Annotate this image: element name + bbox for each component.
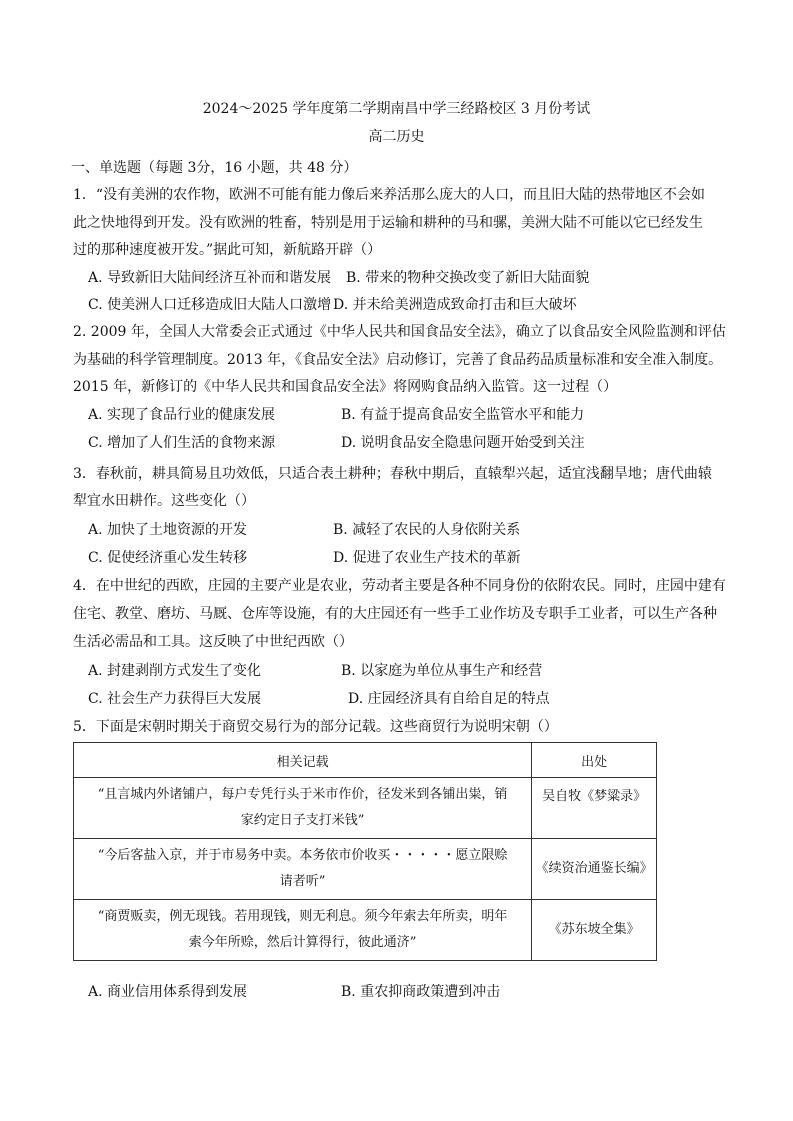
option-d: D. 说明食品安全隐患问题开始受到关注 bbox=[341, 435, 585, 451]
source-cell: 吴自牧《梦粱录》 bbox=[532, 778, 657, 839]
option-d: D. 促进了农业生产技术的革新 bbox=[333, 550, 521, 566]
header-source: 出处 bbox=[532, 743, 657, 778]
question-text: 2015 年，新修订的《中华人民共和国食品安全法》将网购食品纳入监管。这一过程（） bbox=[73, 379, 618, 395]
record-line: “今后客盐入京，并于市易务中卖。本务依市价收买・・・・・愿立限赊 bbox=[97, 848, 508, 863]
record-cell bbox=[74, 778, 532, 839]
option-c: C. 增加了人们生活的食物来源 bbox=[88, 435, 276, 451]
record-cell bbox=[74, 839, 532, 900]
option-d: D. 并未给美洲造成致命打击和巨大破坏 bbox=[333, 297, 577, 313]
question-text: 此之快地得到开发。没有欧洲的牲畜，特别是用于运输和耕种的马和骡，美洲大陆不可能以它已经发生 bbox=[73, 215, 703, 231]
header-record: 相关记载 bbox=[74, 743, 532, 778]
source-cell: 《苏东坡全集》 bbox=[532, 900, 657, 961]
option-a: A. 加快了土地资源的开发 bbox=[88, 522, 248, 538]
exam-title: 2024～2025 学年度第二学期南昌中学三经路校区 3 月份考试 bbox=[202, 101, 591, 117]
question-text: 犁宜水田耕作。这些变化（） bbox=[73, 493, 255, 509]
table-row bbox=[74, 778, 657, 839]
exam-subject: 高二历史 bbox=[368, 129, 425, 145]
records-table bbox=[73, 742, 657, 961]
question-text: 过的那种速度被开发。”据此可知，新航路开辟（） bbox=[73, 242, 382, 258]
option-a: A. 商业信用体系得到发展 bbox=[88, 984, 248, 1000]
question-text: 为基础的科学管理制度。2013 年，《食品安全法》启动修订，完善了食品药品质量标准和安全准入制度。 bbox=[73, 352, 723, 368]
question-text: 2. 2009 年，全国人大常委会正式通过《中华人民共和国食品安全法》，确立了以食品安全风险监测和评估 bbox=[73, 324, 726, 340]
question-text: 3．春秋前，耕具简易且功效低，只适合表土耕种；春秋中期后，直辕犁兴起，适宜浅翻旱地；唐代曲辕 bbox=[73, 466, 712, 482]
option-b: B. 减轻了农民的人身依附关系 bbox=[333, 522, 521, 538]
source-cell: 《续资治通鉴长编》 bbox=[532, 839, 657, 900]
question-text: 5．下面是宋朝时期关于商贸交易行为的部分记载。这些商贸行为说明宋朝（） bbox=[73, 719, 558, 735]
table-header-row bbox=[74, 743, 657, 778]
option-d: D. 庄园经济具有自给自足的特点 bbox=[348, 691, 550, 707]
option-b: B. 有益于提高食品安全监管水平和能力 bbox=[341, 407, 585, 423]
record-cell bbox=[74, 900, 532, 961]
question-text: 住宅、教堂、磨坊、马厩、仓库等设施，有的大庄园还有一些手工业作坊及专职手工业者，可以生产各种 bbox=[73, 606, 717, 622]
option-a: A. 实现了食品行业的健康发展 bbox=[88, 407, 276, 423]
table-row bbox=[74, 900, 657, 961]
question-text: 1．“没有美洲的农作物，欧洲不可能有能力像后来养活那么庞大的人口，而且旧大陆的热带地区不会如 bbox=[73, 187, 706, 203]
option-a: A. 封建剥削方式发生了变化 bbox=[88, 663, 262, 679]
option-b: B. 重农抑商政策遭到冲击 bbox=[341, 984, 501, 1000]
record-line: 索今年所赊，然后计算得行，彼此通济” bbox=[188, 935, 417, 950]
option-a: A. 导致新旧大陆间经济互补而和谐发展 bbox=[88, 270, 332, 286]
section-heading: 一、单选题（每题 3分，16 小题，共 48 分） bbox=[71, 160, 358, 176]
option-b: B. 带来的物种交换改变了新旧大陆面貌 bbox=[346, 270, 590, 286]
option-c: C. 促使经济重心发生转移 bbox=[88, 550, 248, 566]
option-b: B. 以家庭为单位从事生产和经营 bbox=[341, 663, 543, 679]
record-line: “且言城内外诸铺户，每户专凭行头于米市作价，径发米到各铺出粜，销 bbox=[97, 787, 508, 802]
record-line: 家约定日子支打米钱” bbox=[240, 813, 365, 828]
option-c: C. 社会生产力获得巨大发展 bbox=[88, 691, 262, 707]
table-row bbox=[74, 839, 657, 900]
question-text: 生活必需品和工具。这反映了中世纪西欧（） bbox=[73, 634, 353, 650]
question-text: 4．在中世纪的西欧，庄园的主要产业是农业，劳动者主要是各种不同身份的依附农民。同时，庄园中建有 bbox=[73, 578, 726, 594]
option-c: C. 使美洲人口迁移造成旧大陆人口激增 bbox=[88, 297, 332, 313]
record-line: 请者听” bbox=[279, 874, 326, 889]
record-line: “商贾贩卖，例无现钱。若用现钱，则无利息。须今年索去年所卖，明年 bbox=[97, 909, 508, 924]
